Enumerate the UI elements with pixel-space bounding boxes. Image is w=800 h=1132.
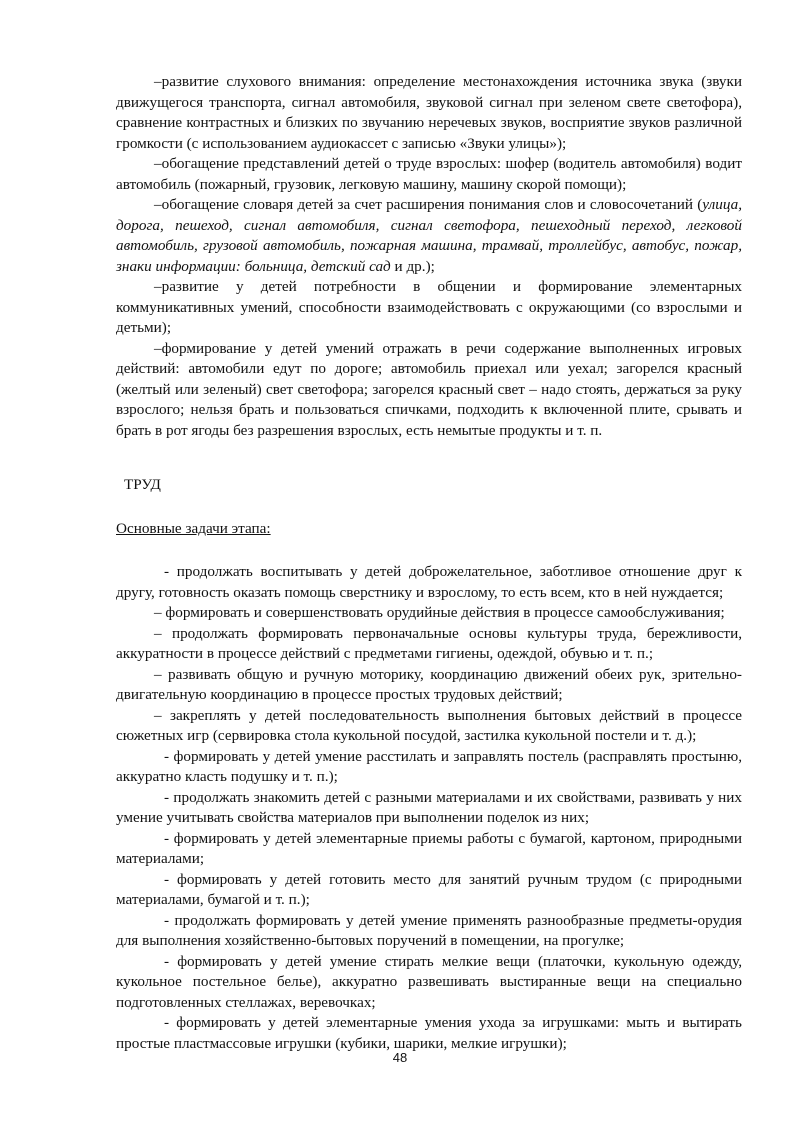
- tasks-title: Основные задачи этапа:: [116, 519, 271, 537]
- task-item: - формировать у детей готовить место для занятий ручным трудом (с природными материалами, бумагой и т. п.);: [116, 870, 742, 908]
- task-item: - формировать у детей умение стирать мелкие вещи (платочки, кукольную одежду, кукольное постельное белье), аккуратно развешивать выстиранные вещи на специально подготовленных стеллажах, веревочках;: [116, 952, 742, 1011]
- vocabulary-italic-words: улица, дорога, пешеход, сигнал автомобиля, сигнал светофора, пешеходный переход, легковой автомобиль, грузовой автомобиль, пожарная машина, трамвай, троллейбус, автобус, пожар, знаки информации: больница, детский сад: [116, 196, 742, 275]
- task-item: – закреплять у детей последовательность выполнения бытовых действий в процессе сюжетных игр (сервировка стола кукольной посудой, застилка кукольной постели и т. д.);: [116, 706, 742, 744]
- tasks-list: [116, 562, 742, 1054]
- task-item: - формировать у детей умение расстилать и заправлять постель (расправлять простыню, аккуратно класть подушку и т. п.);: [116, 747, 742, 785]
- task-item: – развивать общую и ручную моторику, координацию движений обеих рук, зрительно-двигательную координацию в процессе простых трудовых действий;: [116, 665, 742, 703]
- task-item: - продолжать знакомить детей с разными материалами и их свойствами, развивать у них умение учитывать свойства материалов при выполнении поделок из них;: [116, 788, 742, 826]
- document-page: [116, 72, 742, 1054]
- page-number: 48: [392, 1050, 408, 1065]
- paragraph-speech-actions: –формирование у детей умений отражать в речи содержание выполненных игровых действий: автомобили едут по дороге; автомобиль приехал или уехал; загорелся красный (желтый или зеленый) свет светофора; загорелся красный свет – надо стоять, держаться за руку взрослого; нельзя брать и пользоваться спичками, подходить к включенной плите, срывать и брать в рот ягоды без разрешения взрослых, есть немытые продукты и т. п.: [116, 339, 742, 439]
- paragraph-auditory-attention: –развитие слухового внимания: определение местонахождения источника звука (звуки движущегося транспорта, сигнал автомобиля, звуковой сигнал при зеленом свете светофора), сравнение контрастных и близких по звучанию неречевых звуков, восприятие звуков различной громкости (с использованием аудиокассет с записью «Звуки улицы»);: [116, 73, 742, 152]
- task-item: - формировать у детей элементарные приемы работы с бумагой, картоном, природными материалами;: [116, 829, 742, 867]
- task-item: - формировать у детей элементарные умения ухода за игрушками: мыть и вытирать простые пластмассовые игрушки (кубики, шарики, мелкие игрушки);: [116, 1014, 742, 1052]
- paragraph-adult-work: –обогащение представлений детей о труде взрослых: шофер (водитель автомобиля) водит автомобиль (пожарный, грузовик, легковую машину, машину скорой помощи);: [116, 155, 742, 193]
- task-item: – продолжать формировать первоначальные основы культуры труда, бережливости, аккуратности в процессе действий с предметами гигиены, одеждой, обувью и т. п.;: [116, 624, 742, 662]
- section-heading: ТРУД: [124, 476, 161, 493]
- task-item: – формировать и совершенствовать орудийные действия в процессе самообслуживания;: [154, 604, 725, 621]
- task-item: - продолжать формировать у детей умение применять разнообразные предметы-орудия для выполнения хозяйственно-бытовых поручений в помещении, на прогулке;: [116, 911, 742, 949]
- paragraph-communication: –развитие у детей потребности в общении и формирование элементарных коммуникативных умений, способности взаимодействовать с окружающими (со взрослыми и детьми);: [116, 278, 742, 336]
- vocabulary-text-before: –обогащение словаря детей за счет расширения понимания слов и словосочетаний (: [154, 196, 703, 213]
- paragraph-vocabulary: [116, 195, 742, 277]
- vocabulary-text-after: и др.);: [390, 257, 435, 275]
- task-item: - продолжать воспитывать у детей доброжелательное, заботливое отношение друг к другу, готовность оказать помощь сверстнику и взрослому, то есть всем, кто в ней нуждается;: [116, 563, 742, 601]
